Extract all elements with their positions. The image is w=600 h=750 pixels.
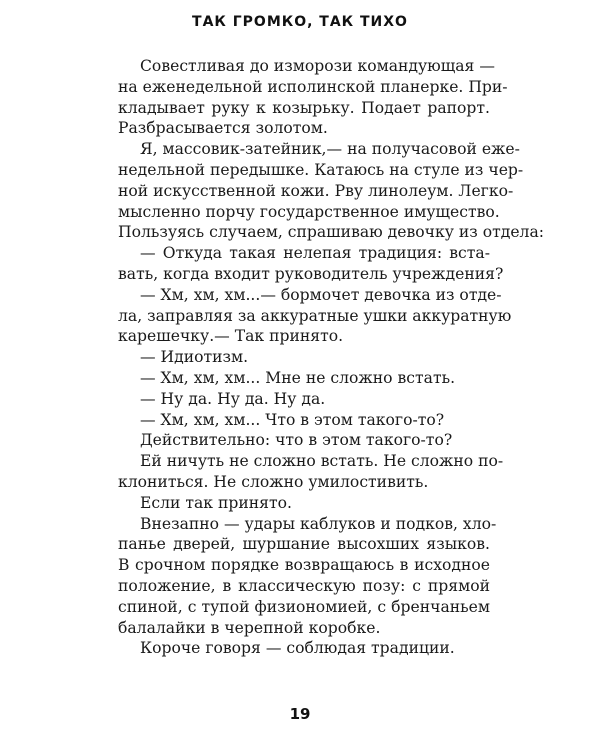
text-line: — Откуда такая нелепая традиция: вста- bbox=[140, 244, 490, 263]
text-line: спиной, с тупой физиономией, с бренчаньем bbox=[118, 597, 490, 616]
text-line: — Хм, хм, хм... Мне не сложно встать. bbox=[140, 368, 456, 387]
text-line: Внезапно — удары каблуков и подков, хло- bbox=[140, 514, 497, 533]
body-text bbox=[118, 56, 545, 659]
text-line: В срочном порядке возвращаюсь в исходное bbox=[118, 556, 490, 575]
text-line: карешечку.— Так принято. bbox=[118, 327, 344, 346]
text-line: балалайки в черепной коробке. bbox=[118, 618, 381, 637]
text-line: — Хм, хм, хм... Что в этом такого-то? bbox=[140, 410, 445, 429]
text-line: на еженедельной исполинской планерке. При- bbox=[118, 77, 508, 96]
text-line: Пользуясь случаем, спрашиваю девочку из отдела: bbox=[118, 223, 545, 242]
running-title: ТАК ГРОМКО, ТАК ТИХО bbox=[192, 14, 408, 30]
text-line: ла, заправляя за аккуратные ушки аккуратную bbox=[118, 306, 512, 325]
text-line: кладывает руку к козырьку. Подает рапорт. bbox=[118, 98, 490, 117]
text-line: положение, в классическую позу: с прямой bbox=[118, 576, 490, 595]
text-line: Если так принято. bbox=[140, 493, 292, 512]
text-line: клониться. Не сложно умилостивить. bbox=[118, 472, 429, 491]
text-line: вать, когда входит руководитель учреждения? bbox=[118, 264, 504, 283]
text-line: Разбрасывается золотом. bbox=[118, 119, 328, 138]
text-line: мысленно порчу государственное имущество. bbox=[118, 202, 500, 221]
text-line: — Хм, хм, хм...— бормочет девочка из отде- bbox=[140, 285, 502, 304]
text-line: Действительно: что в этом такого-то? bbox=[140, 431, 453, 450]
text-line: Ей ничуть не сложно встать. Не сложно по- bbox=[140, 452, 504, 471]
text-line: Совестливая до изморози командующая — bbox=[140, 57, 495, 75]
text-line: ной искусственной кожи. Рву линолеум. Легко- bbox=[118, 181, 514, 200]
text-line: — Ну да. Ну да. Ну да. bbox=[140, 389, 326, 408]
text-line: недельной передышке. Катаюсь на стуле из чер- bbox=[118, 160, 524, 179]
text-line: Я, массовик-затейник,— на получасовой еже- bbox=[140, 140, 520, 159]
text-line: — Идиотизм. bbox=[140, 348, 249, 367]
page-number: 19 bbox=[289, 705, 311, 723]
text-line: Короче говоря — соблюдая традиции. bbox=[140, 639, 455, 658]
text-line: панье дверей, шуршание высохших языков. bbox=[118, 535, 490, 554]
